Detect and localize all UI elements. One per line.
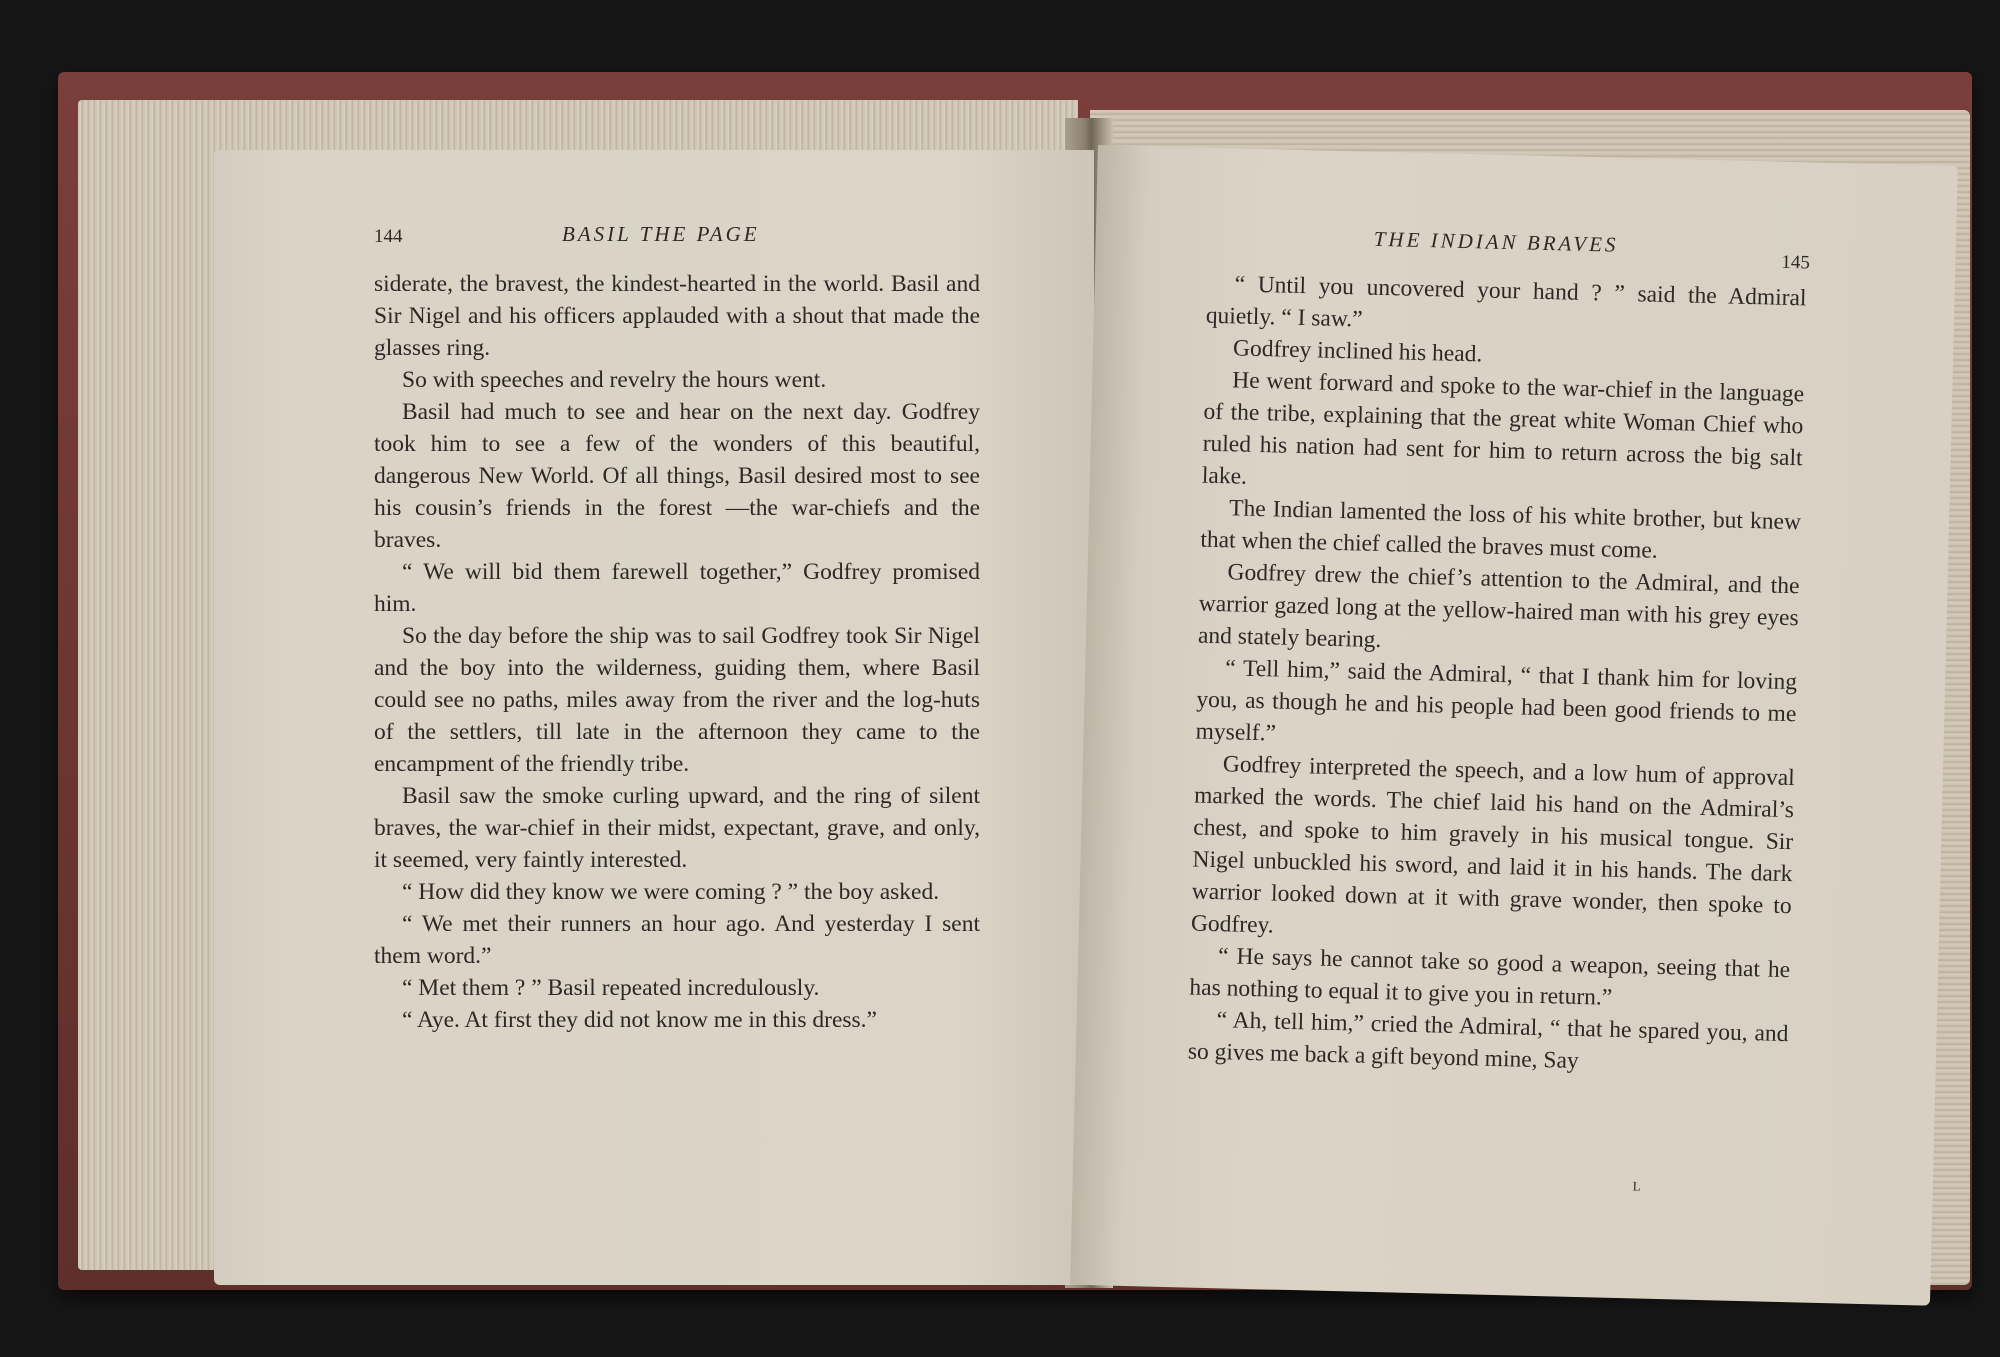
paragraph: Basil had much to see and hear on the next day. Godfrey took him to see a few of the wonders of this beautiful, dangerous New World. Of all things, Basil desired most to see his cousin’s friends in the forest —the war-chiefs and the braves.: [374, 399, 980, 553]
paragraph: Godfrey interpreted the speech, and a low hum of approval marked the words. The chief laid his hand on the Admiral’s chest, and spoke to him gravely in his musical tongue. Sir Nigel unbuckled his sword, and laid it in his hands. The dark warrior looked down at it with grave wonder, then spoke to Godfrey.: [1190, 751, 1796, 939]
paragraph: So with speeches and revelry the hours went.: [402, 367, 827, 393]
right-page-number: 145: [1781, 251, 1811, 274]
paragraph: “ He says he cannot take so good a weapon, seeing that he has nothing to equal it to give you in return.”: [1189, 943, 1791, 1011]
paragraph: “ Until you uncovered your hand ? ” said the Admiral quietly. “ I saw.”: [1205, 271, 1807, 333]
paragraph: “ Ah, tell him,” cried the Admiral, “ that he spared you, and so gives me back a gift beyond mine, Say: [1187, 1007, 1789, 1075]
right-running-head: THE INDIAN BRAVES: [1373, 226, 1619, 257]
paragraph: “ Met them ? ” Basil repeated incredulously.: [402, 975, 820, 1001]
right-page-text: [1187, 268, 1806, 1082]
paragraph: He went forward and spoke to the war-chief in the language of the tribe, explaining that the great white Woman Chief who ruled his nation had sent for him to return across the big salt lake.: [1201, 367, 1805, 490]
left-running-head: BASIL THE PAGE: [562, 222, 760, 246]
paragraph: “ How did they know we were coming ? ” the boy asked.: [402, 879, 940, 905]
paragraph: “ Aye. At first they did not know me in this dress.”: [402, 1007, 877, 1033]
paragraph: Godfrey inclined his head.: [1232, 335, 1483, 368]
paragraph: Godfrey drew the chief’s attention to the Admiral, and the warrior gazed long at the yellow-haired man with his grey eyes and stately bearing.: [1197, 559, 1800, 654]
left-page: [214, 150, 1094, 1285]
paragraph: So the day before the ship was to sail Godfrey took Sir Nigel and the boy into the wilderness, guiding them, where Basil could see no paths, miles away from the river and the log-huts of the settlers, till late in the afternoon they came to the encampment of the friendly tribe.: [374, 623, 980, 777]
paragraph: Basil saw the smoke curling upward, and the ring of silent braves, the war-chief in their midst, expectant, grave, and only, it seemed, very faintly interested.: [374, 783, 980, 873]
left-page-number: 144: [374, 226, 403, 247]
right-page: [1070, 145, 1958, 1306]
paragraph: “ Tell him,” said the Admiral, “ that I thank him for loving you, as though he and his people had been good friends to me myself.”: [1195, 655, 1798, 747]
paragraph: “ We met their runners an hour ago. And yesterday I sent them word.”: [374, 911, 980, 969]
paragraph: siderate, the bravest, the kindest-hearted in the world. Basil and Sir Nigel and his officers applauded with a shout that made the glasses ring.: [374, 271, 980, 361]
paragraph: “ We will bid them farewell together,” Godfrey promised him.: [374, 559, 980, 617]
left-page-text: [374, 268, 980, 1036]
paragraph: The Indian lamented the loss of his white brother, but knew that when the chief called the braves must come.: [1200, 495, 1802, 564]
signature-mark: L: [1632, 1178, 1641, 1194]
